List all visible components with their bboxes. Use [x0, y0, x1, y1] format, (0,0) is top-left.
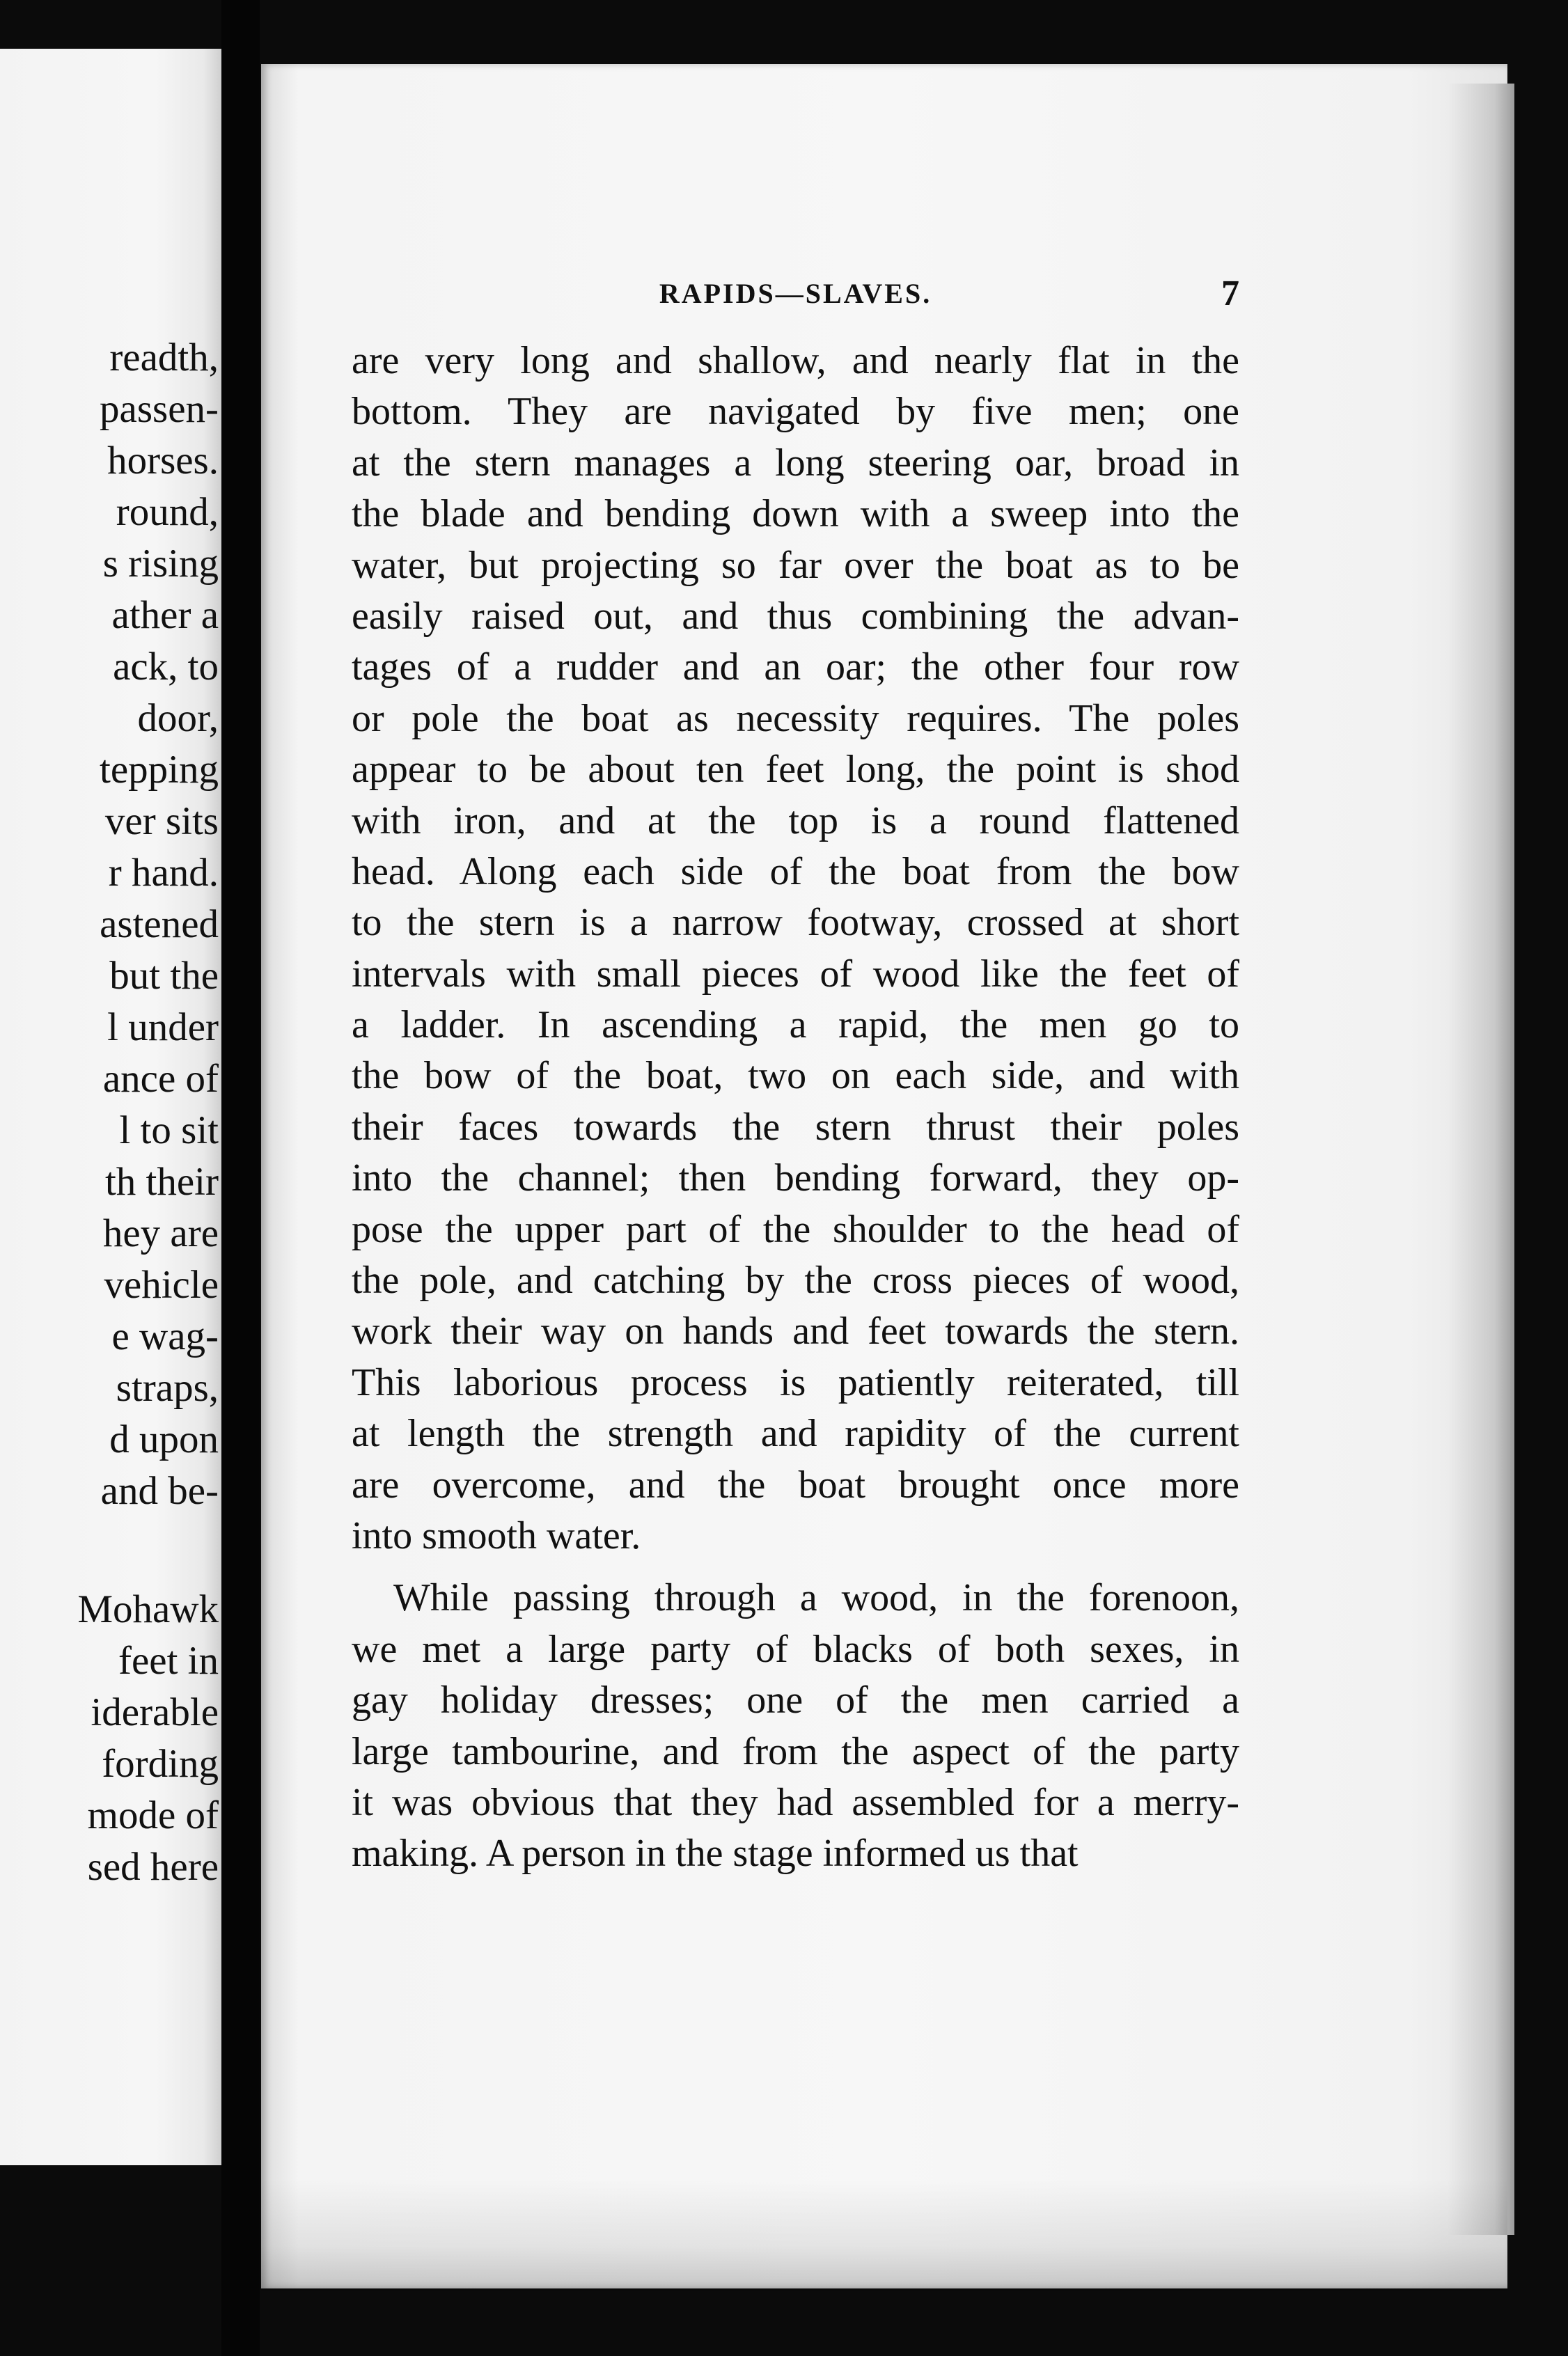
text-line: the bow of the boat, two on each side, and with: [352, 1054, 1239, 1098]
left-page-line: l to sit: [119, 1108, 219, 1152]
left-page-line: ack, to: [113, 645, 219, 689]
left-page-line: ance of: [102, 1057, 219, 1101]
text-line: appear to be about ten feet long, the point is shod: [352, 748, 1239, 792]
left-page-line: ver sits: [104, 799, 219, 843]
text-line: are overcome, and the boat brought once more: [352, 1463, 1239, 1507]
text-line: the blade and bending down with a sweep into the: [352, 492, 1239, 536]
paragraph-gap: [352, 1562, 1239, 1573]
text-line: easily raised out, and thus combining the advan-: [352, 594, 1239, 638]
left-page-line: astened: [100, 902, 219, 946]
text-line: to the stern is a narrow footway, crossed at short: [352, 901, 1239, 945]
left-page-line: r hand.: [108, 851, 219, 895]
text-line: This laborious process is patiently reiterated, till: [352, 1360, 1239, 1404]
text-line: or pole the boat as necessity requires. The poles: [352, 696, 1239, 740]
text-line: the pole, and catching by the cross pieces of wood,: [352, 1259, 1239, 1303]
text-line: While passing through a wood, in the forenoon,: [393, 1576, 1239, 1620]
text-line: making. A person in the stage informed us that: [352, 1832, 1079, 1876]
previous-page-fragment: [0, 49, 221, 2165]
left-page-line: fording: [102, 1742, 219, 1786]
text-line: large tambourine, and from the aspect of the party: [352, 1729, 1239, 1773]
left-page-line: l under: [107, 1005, 219, 1049]
page-number: 7: [1221, 274, 1239, 313]
left-page-line: feet in: [118, 1639, 219, 1683]
left-page-line: ather a: [111, 593, 219, 637]
text-line: into smooth water.: [352, 1514, 641, 1557]
text-line: pose the upper part of the shoulder to the head of: [352, 1207, 1239, 1251]
left-page-line: straps,: [116, 1366, 219, 1410]
text-line: at length the strength and rapidity of the current: [352, 1412, 1239, 1456]
text-line: water, but projecting so far over the boat as to be: [352, 543, 1239, 587]
text-line: into the channel; then bending forward, they op-: [352, 1156, 1239, 1200]
left-page-line: Mohawk: [77, 1587, 219, 1631]
left-page-line: d upon: [109, 1417, 219, 1461]
text-line: intervals with small pieces of wood like the feet of: [352, 952, 1239, 996]
left-page-line: readth,: [109, 336, 219, 379]
left-page-line: mode of: [87, 1793, 219, 1837]
left-page-line: sed here: [87, 1845, 219, 1889]
text-line: we met a large party of blacks of both sexes, in: [352, 1627, 1239, 1671]
left-page-line: th their: [104, 1160, 219, 1204]
left-page-line: passen-: [100, 387, 219, 431]
text-line: it was obvious that they had assembled for a merry-: [352, 1780, 1239, 1824]
text-line: a ladder. In ascending a rapid, the men go to: [352, 1003, 1239, 1047]
left-page-line: vehicle: [104, 1263, 219, 1307]
text-line: head. Along each side of the boat from the bow: [352, 849, 1239, 893]
running-head-title: RAPIDS—SLAVES.: [659, 278, 932, 309]
paragraph: [352, 1573, 1239, 1879]
text-line: bottom. They are navigated by five men; one: [352, 390, 1239, 434]
text-line: are very long and shallow, and nearly flat in the: [352, 339, 1239, 382]
text-line: work their way on hands and feet towards the stern.: [352, 1310, 1239, 1353]
left-page-line: horses.: [107, 439, 219, 482]
left-page-line: tepping: [100, 748, 219, 792]
text-line: tages of a rudder and an oar; the other four row: [352, 645, 1239, 689]
book-gutter: [221, 0, 260, 2356]
left-page-line: e wag-: [111, 1314, 219, 1358]
page-bottom-shadow: [261, 2179, 1507, 2291]
left-page-line: round,: [116, 490, 219, 534]
text-line: gay holiday dresses; one of the men carried a: [352, 1679, 1239, 1722]
left-page-line: but the: [109, 954, 219, 998]
paragraph: [352, 336, 1239, 1562]
running-head: [352, 273, 1239, 315]
page-body-text: [352, 336, 1239, 1880]
left-page-line: door,: [137, 696, 219, 740]
text-line: their faces towards the stern thrust their poles: [352, 1105, 1239, 1149]
left-page-line: hey are: [102, 1211, 219, 1255]
page-edge: [1448, 84, 1514, 2235]
left-page-line: iderable: [91, 1690, 219, 1734]
left-page-line: and be-: [100, 1469, 219, 1513]
left-page-line: s rising: [102, 542, 219, 586]
text-line: with iron, and at the top is a round flattened: [352, 799, 1239, 842]
text-line: at the stern manages a long steering oar, broad in: [352, 441, 1239, 485]
